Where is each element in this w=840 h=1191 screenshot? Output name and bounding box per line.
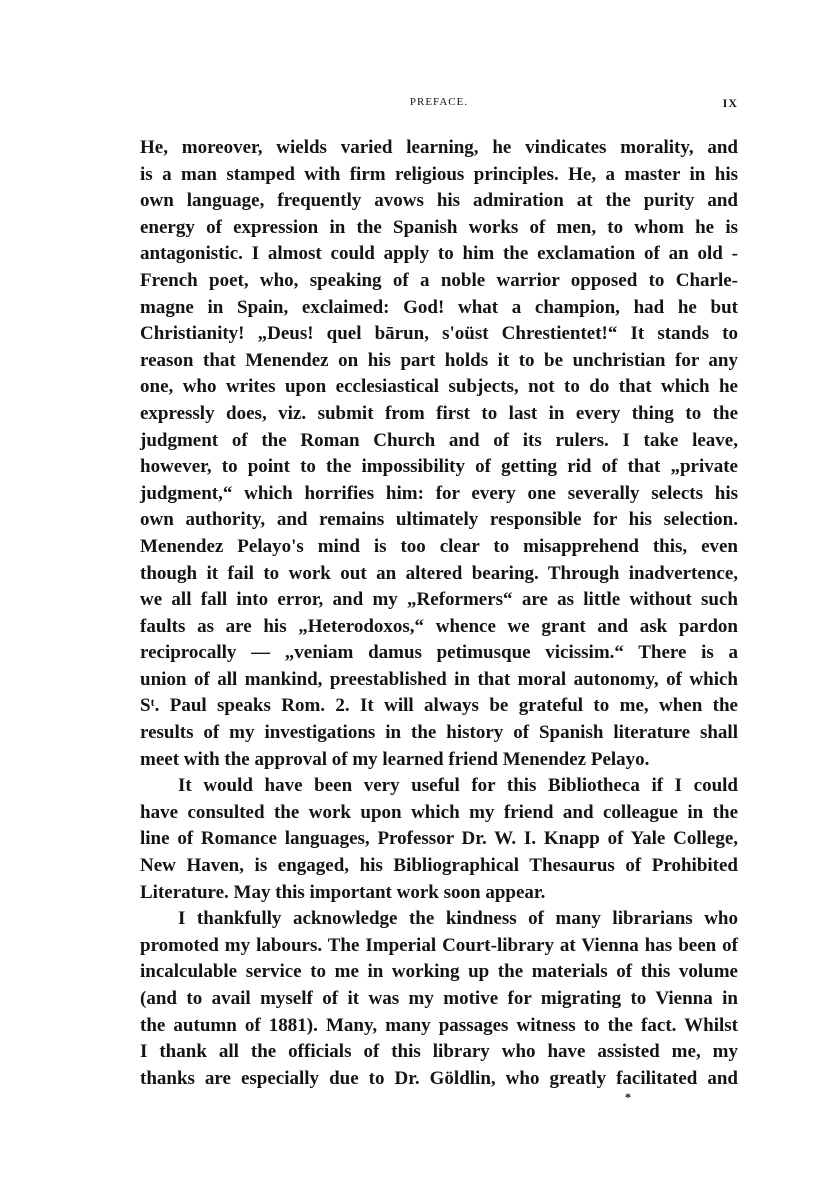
text-line: line of Romance languages, Professor Dr. W. I. Knapp of Yale College, <box>140 828 738 850</box>
signature-mark: * <box>625 1090 631 1104</box>
text-line: though it fail to work out an altered bearing. Through inadvertence, <box>140 562 738 584</box>
text-line: is a man stamped with firm religious principles. He, a master in his <box>140 163 738 185</box>
text-line: have consulted the work upon which my friend and colleague in the <box>140 801 738 823</box>
text-line: expressly does, viz. submit from first to last in every thing to the <box>140 402 738 424</box>
text-line: reason that Menendez on his part holds it to be unchristian for any <box>140 349 738 371</box>
text-line: Sᵗ. Paul speaks Rom. 2. It will always be grateful to me, when the <box>140 695 738 717</box>
body-text <box>140 135 738 1092</box>
text-line: Christianity! „Deus! quel bārun, s'oüst Chrestientet!“ It stands to <box>140 323 738 345</box>
text-line: I thankfully acknowledge the kindness of many librarians who <box>178 908 738 930</box>
text-line: I thank all the officials of this library who have assisted me, my <box>140 1041 738 1063</box>
text-line: energy of expression in the Spanish works of men, to whom he is <box>140 216 738 238</box>
text-line: one, who writes upon ecclesiastical subjects, not to do that which he <box>140 376 738 398</box>
text-line: New Haven, is engaged, his Bibliographical Thesaurus of Prohibited <box>140 855 738 877</box>
text-line: results of my investigations in the history of Spanish literature shall <box>140 722 738 744</box>
text-line: incalculable service to me in working up the materials of this volume <box>140 961 738 983</box>
text-line: judgment of the Roman Church and of its rulers. I take leave, <box>140 429 738 451</box>
text-line: antagonistic. I almost could apply to him the exclamation of an old - <box>140 243 738 265</box>
text-line: promoted my labours. The Imperial Court-library at Vienna has been of <box>140 934 738 956</box>
text-line: thanks are especially due to Dr. Göldlin, who greatly facilitated and <box>140 1067 738 1089</box>
text-line: own language, frequently avows his admiration at the purity and <box>140 190 738 212</box>
running-title: PREFACE. <box>409 96 469 108</box>
text-line: union of all mankind, preestablished in that moral autonomy, of which <box>140 668 738 690</box>
text-line: the autumn of 1881). Many, many passages witness to the fact. Whilst <box>140 1014 738 1036</box>
text-line: French poet, who, speaking of a noble warrior opposed to Charle- <box>140 269 738 291</box>
text-line: Menendez Pelayo's mind is too clear to misapprehend this, even <box>140 535 738 557</box>
text-line: faults as are his „Heterodoxos,“ whence we grant and ask pardon <box>140 615 738 637</box>
text-line: Literature. May this important work soon appear. <box>140 881 546 903</box>
text-line: judgment,“ which horrifies him: for every one severally selects his <box>140 482 738 504</box>
text-line: we all fall into error, and my „Reformers“ are as little without such <box>140 589 738 611</box>
text-line: magne in Spain, exclaimed: God! what a champion, had he but <box>140 296 738 318</box>
text-line: (and to avail myself of it was my motive for migrating to Vienna in <box>140 988 738 1009</box>
text-line: however, to point to the impossibility of getting rid of that „private <box>140 456 738 478</box>
running-head <box>140 96 738 110</box>
text-line: meet with the approval of my learned friend Menendez Pelayo. <box>140 748 650 770</box>
text-line: It would have been very useful for this Bibliotheca if I could <box>178 775 738 797</box>
text-line: reciprocally — „veniam damus petimusque vicissim.“ There is a <box>140 642 738 664</box>
text-line: He, moreover, wields varied learning, he vindicates morality, and <box>140 137 738 158</box>
page-number: IX <box>722 96 738 110</box>
text-line: own authority, and remains ultimately responsible for his selection. <box>140 509 738 531</box>
